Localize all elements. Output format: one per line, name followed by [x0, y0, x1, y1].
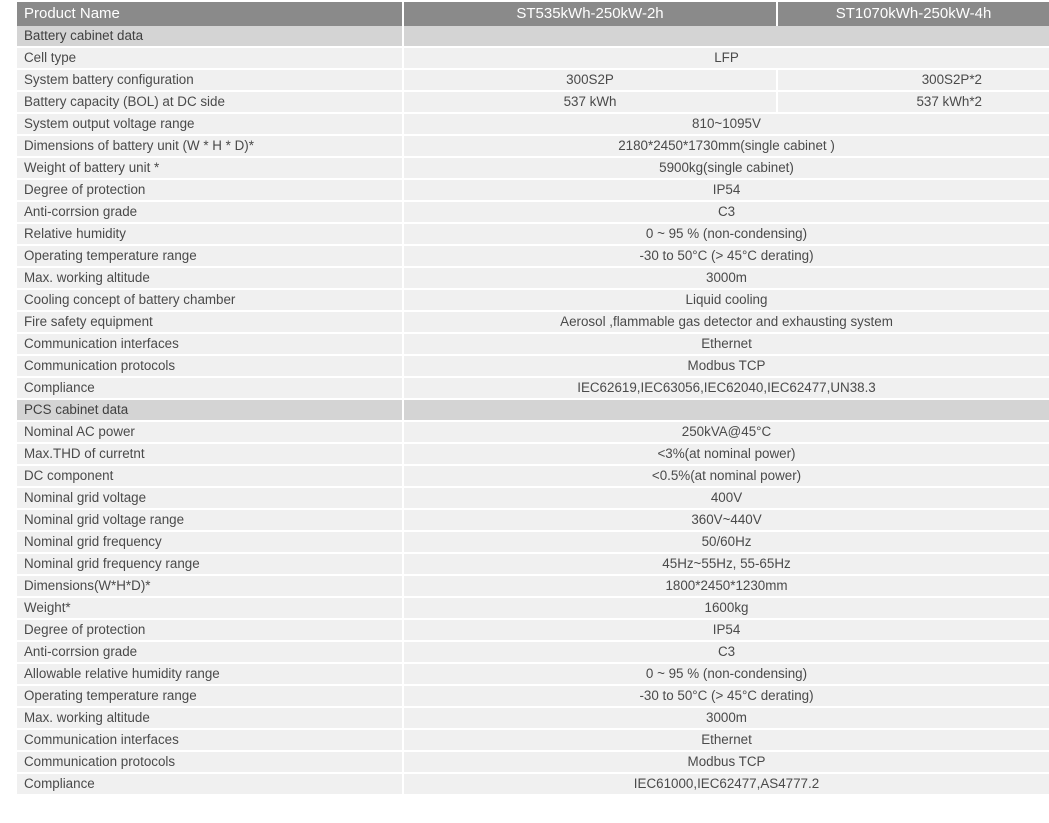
table-row — [17, 289, 1049, 311]
table-row — [17, 663, 1049, 685]
row-label: Communication protocols — [17, 751, 403, 773]
table-row — [17, 553, 1049, 575]
row-label: Degree of protection — [17, 619, 403, 641]
header-product-name: Product Name — [17, 2, 403, 26]
row-label: DC component — [17, 465, 403, 487]
spec-table — [17, 2, 1049, 796]
table-row — [17, 355, 1049, 377]
header-model-2: ST1070kWh-250kW-4h — [777, 2, 1049, 26]
row-value: 2180*2450*1730mm(single cabinet ) — [403, 135, 1049, 157]
row-value: -30 to 50°C (> 45°C derating) — [403, 245, 1049, 267]
table-row — [17, 641, 1049, 663]
row-value: 45Hz~55Hz, 55-65Hz — [403, 553, 1049, 575]
table-row — [17, 223, 1049, 245]
table-row — [17, 201, 1049, 223]
row-value: <0.5%(at nominal power) — [403, 465, 1049, 487]
row-label: Communication interfaces — [17, 333, 403, 355]
table-header — [17, 2, 1049, 26]
row-label: Compliance — [17, 773, 403, 795]
row-value: IEC62619,IEC63056,IEC62040,IEC62477,UN38.3 — [403, 377, 1049, 399]
row-label: Degree of protection — [17, 179, 403, 201]
section-title: PCS cabinet data — [17, 399, 403, 421]
row-label: Operating temperature range — [17, 685, 403, 707]
row-label: Nominal AC power — [17, 421, 403, 443]
section-filler — [403, 26, 1049, 47]
table-row — [17, 619, 1049, 641]
row-label: Compliance — [17, 377, 403, 399]
table-row — [17, 179, 1049, 201]
section-header-battery — [17, 26, 1049, 47]
row-label: Allowable relative humidity range — [17, 663, 403, 685]
row-value: Modbus TCP — [403, 751, 1049, 773]
row-value: 0 ~ 95 % (non-condensing) — [403, 223, 1049, 245]
row-label: Fire safety equipment — [17, 311, 403, 333]
row-value: Aerosol ,flammable gas detector and exhausting system — [403, 311, 1049, 333]
table-row — [17, 311, 1049, 333]
row-value: 1600kg — [403, 597, 1049, 619]
row-value: 250kVA@45°C — [403, 421, 1049, 443]
row-value: IEC61000,IEC62477,AS4777.2 — [403, 773, 1049, 795]
row-label: Nominal grid voltage — [17, 487, 403, 509]
table-row — [17, 443, 1049, 465]
row-value: 400V — [403, 487, 1049, 509]
row-label: Max.THD of curretnt — [17, 443, 403, 465]
table-row — [17, 157, 1049, 179]
row-value: 5900kg(single cabinet) — [403, 157, 1049, 179]
row-label: Weight* — [17, 597, 403, 619]
row-value: Liquid cooling — [403, 289, 1049, 311]
table-row — [17, 487, 1049, 509]
row-value: 810~1095V — [403, 113, 1049, 135]
row-label: Relative humidity — [17, 223, 403, 245]
table-row — [17, 773, 1049, 795]
row-value: 50/60Hz — [403, 531, 1049, 553]
row-label: Dimensions(W*H*D)* — [17, 575, 403, 597]
row-value-model-1: 300S2P — [403, 69, 777, 91]
table-row — [17, 245, 1049, 267]
row-value-model-1: 537 kWh — [403, 91, 777, 113]
row-value: 3000m — [403, 707, 1049, 729]
row-label: Nominal grid frequency range — [17, 553, 403, 575]
row-value: 1800*2450*1230mm — [403, 575, 1049, 597]
table-row — [17, 685, 1049, 707]
row-label: Anti-corrsion grade — [17, 641, 403, 663]
table-row — [17, 531, 1049, 553]
table-row — [17, 575, 1049, 597]
table-row — [17, 69, 1049, 91]
row-value-model-2: 537 kWh*2 — [777, 91, 1049, 113]
row-label: Max. working altitude — [17, 707, 403, 729]
row-value: C3 — [403, 641, 1049, 663]
table-row — [17, 509, 1049, 531]
section-title: Battery cabinet data — [17, 26, 403, 47]
row-value: C3 — [403, 201, 1049, 223]
table-row — [17, 377, 1049, 399]
table-row — [17, 707, 1049, 729]
table-row — [17, 135, 1049, 157]
row-value: 0 ~ 95 % (non-condensing) — [403, 663, 1049, 685]
section-header-pcs — [17, 399, 1049, 421]
row-label: Operating temperature range — [17, 245, 403, 267]
row-label: Battery capacity (BOL) at DC side — [17, 91, 403, 113]
row-value: Ethernet — [403, 333, 1049, 355]
row-value: <3%(at nominal power) — [403, 443, 1049, 465]
row-label: Communication interfaces — [17, 729, 403, 751]
row-value: 3000m — [403, 267, 1049, 289]
section-filler — [403, 399, 1049, 421]
table-row — [17, 47, 1049, 69]
row-label: Weight of battery unit * — [17, 157, 403, 179]
table-row — [17, 91, 1049, 113]
row-label: System battery configuration — [17, 69, 403, 91]
table-row — [17, 597, 1049, 619]
table-row — [17, 729, 1049, 751]
row-value: 360V~440V — [403, 509, 1049, 531]
row-label: Cell type — [17, 47, 403, 69]
row-value: Modbus TCP — [403, 355, 1049, 377]
row-label: Anti-corrsion grade — [17, 201, 403, 223]
row-value: IP54 — [403, 619, 1049, 641]
row-value: Ethernet — [403, 729, 1049, 751]
table-row — [17, 267, 1049, 289]
table-row — [17, 113, 1049, 135]
row-value: LFP — [403, 47, 1049, 69]
row-value-model-2: 300S2P*2 — [777, 69, 1049, 91]
table-row — [17, 333, 1049, 355]
table-row — [17, 465, 1049, 487]
table-body — [17, 26, 1049, 795]
row-label: Communication protocols — [17, 355, 403, 377]
row-label: System output voltage range — [17, 113, 403, 135]
header-model-1: ST535kWh-250kW-2h — [403, 2, 777, 26]
row-label: Max. working altitude — [17, 267, 403, 289]
table-row — [17, 751, 1049, 773]
row-label: Cooling concept of battery chamber — [17, 289, 403, 311]
table-row — [17, 421, 1049, 443]
row-label: Dimensions of battery unit (W * H * D)* — [17, 135, 403, 157]
row-label: Nominal grid voltage range — [17, 509, 403, 531]
row-value: IP54 — [403, 179, 1049, 201]
row-value: -30 to 50°C (> 45°C derating) — [403, 685, 1049, 707]
row-label: Nominal grid frequency — [17, 531, 403, 553]
